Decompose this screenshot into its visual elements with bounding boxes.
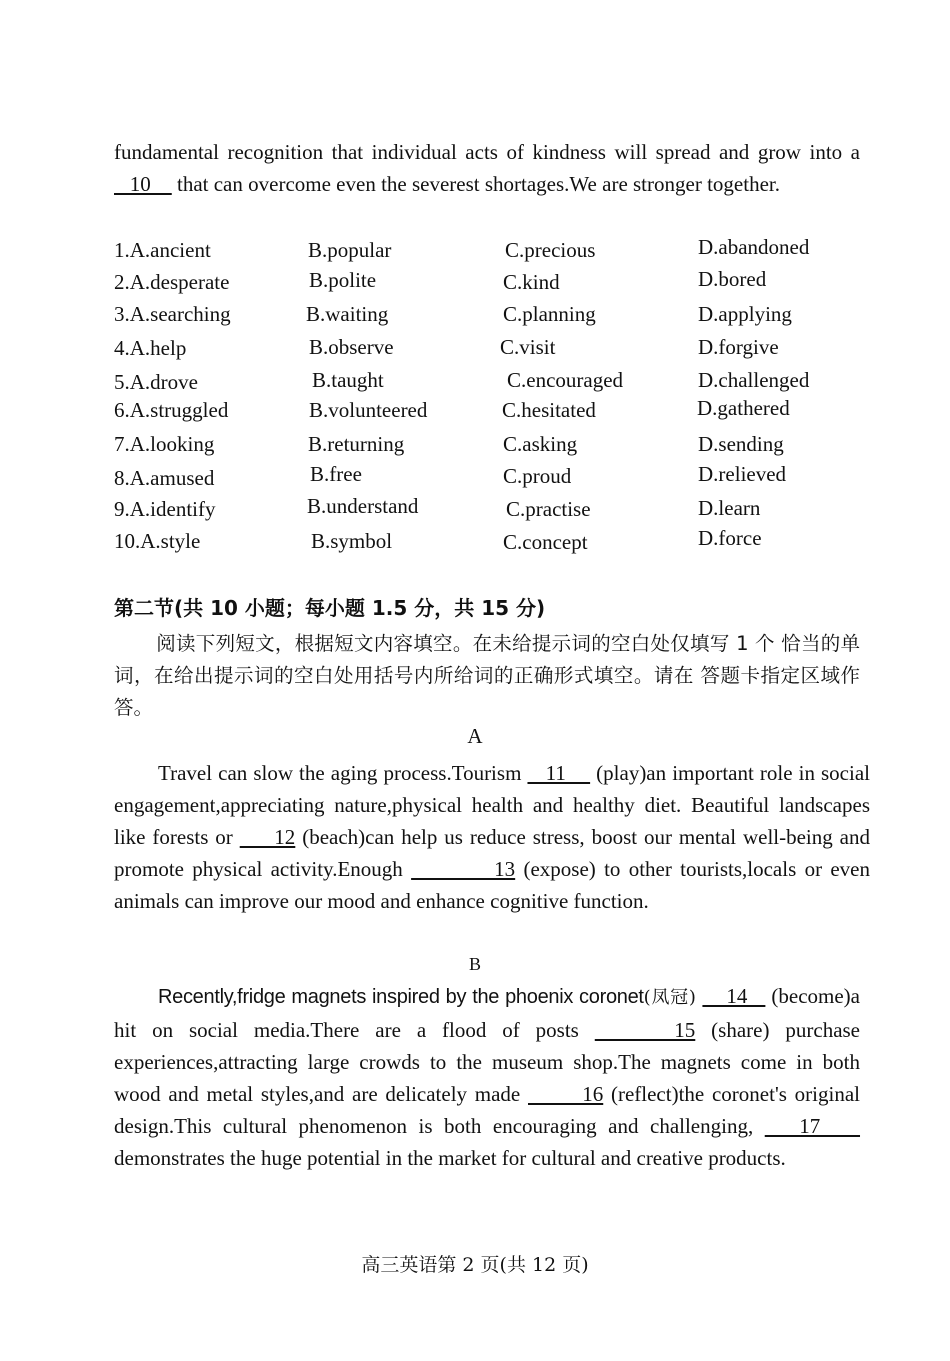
passage-a-text-2: (play)an important role in social engagement,appreciating nature,physical health and healthy diet. Beautiful landscapes like forests or [114, 761, 870, 849]
blank-14: 14 [702, 984, 766, 1008]
passage-a-label: A [467, 724, 483, 748]
option-a: 7.A.looking [114, 432, 215, 456]
option-b: B.returning [308, 432, 405, 456]
option-a: 4.A.help [114, 336, 187, 360]
intro-line1: fundamental recognition that individual acts of kindness will spread and grow [114, 140, 801, 164]
option-c: C.visit [500, 335, 556, 359]
option-b: B.symbol [311, 529, 393, 553]
option-row-4 [114, 334, 854, 368]
blank-13: 13 [411, 857, 516, 881]
option-d: D.force [698, 526, 762, 550]
option-d: D.learn [698, 496, 761, 520]
passage-a-text-3: (beach)can help us reduce stress, boost our mental well-being and promote physical activity.Enough [114, 825, 870, 881]
option-c: C.proud [503, 464, 572, 488]
passage-b-gloss: (凤冠) [643, 987, 703, 1008]
option-d: D.challenged [698, 368, 810, 392]
blank-11: 11 [527, 761, 591, 785]
option-row-1 [114, 235, 854, 270]
options-table [114, 235, 854, 560]
option-b: B.understand [307, 494, 419, 518]
option-d: D.gathered [697, 396, 790, 420]
option-row-2 [114, 267, 854, 302]
passage-b-text-4: (reflect)the coronet's original design.This cultural phenomenon is both encouraging and challenging, [114, 1082, 860, 1138]
blank-12: 12 [239, 825, 296, 849]
option-b: B.observe [309, 335, 394, 359]
intro-paragraph [114, 136, 860, 200]
option-c: C.precious [505, 238, 596, 262]
option-d: D.forgive [698, 335, 779, 359]
option-b: B.polite [309, 268, 377, 292]
section-2-instructions [114, 628, 860, 724]
option-c: C.practise [506, 497, 591, 521]
option-a: 10.A.style [114, 529, 201, 553]
passage-a-text-1: Travel can slow the aging process.Tourism [158, 761, 528, 785]
blank-16: 16 [528, 1082, 604, 1106]
passage-a [114, 757, 870, 917]
option-d: D.relieved [698, 462, 787, 486]
option-c: C.asking [503, 432, 578, 456]
option-c: C.planning [503, 302, 596, 326]
option-d: D.abandoned [698, 235, 810, 259]
option-c: C.encouraged [507, 368, 624, 392]
intro-line2-post: that can overcome even the severest shortages.We are stronger together. [171, 172, 780, 196]
page-footer: 高三英语第 2 页(共 12 页) [361, 1254, 589, 1276]
blank-15: 15 [594, 1018, 696, 1042]
option-d: D.sending [698, 432, 784, 456]
blank-17: 17 [764, 1114, 861, 1138]
option-row-7 [114, 432, 854, 464]
passage-b-text-2: (become)a hit on social media.There are a flood of posts [114, 984, 860, 1042]
option-a: 6.A.struggled [114, 398, 229, 422]
option-a: 3.A.searching [114, 302, 231, 326]
passage-a-text-4: (expose) to other tourists,locals or even animals can improve our mood and enhance cognitive function. [114, 857, 871, 913]
option-b: B.taught [312, 368, 384, 392]
option-row-8 [114, 464, 854, 496]
option-d: D.applying [698, 302, 792, 326]
option-row-10 [114, 528, 854, 560]
blank-10: 10 [114, 172, 172, 196]
option-row-6 [114, 398, 854, 432]
passage-b-text-3: (share) purchase experiences,attracting large crowds to the museum shop.The magnets come in both wood and metal styles,and are delicately made [114, 1018, 861, 1106]
option-b: B.waiting [306, 302, 389, 326]
passage-b-text-5: demonstrates the huge potential in the market for cultural and creative products. [114, 1146, 786, 1170]
option-c: C.concept [503, 530, 588, 554]
option-d: D.bored [698, 267, 767, 291]
option-a: 8.A.amused [114, 466, 215, 490]
instructions-text: 阅读下列短文，根据短文内容填空。在未给提示词的空白处仅填写 1 个 恰当的单词，在给出提示词的空白处用括号内所给词的正确形式填空。请在 答题卡指定区域作答。 [114, 632, 860, 719]
passage-b-text-1: Recently,fridge magnets inspired by the phoenix coronet [158, 986, 644, 1008]
passage-b [114, 980, 860, 1174]
option-b: B.volunteered [309, 398, 428, 422]
intro-line2-pre: into a [809, 140, 861, 164]
section-2-title: 第二节(共 10 小题；每小题 1.5 分，共 15 分) [114, 596, 546, 620]
option-a: 9.A.identify [114, 497, 216, 521]
option-a: 2.A.desperate [114, 270, 230, 294]
option-b: B.free [310, 462, 362, 486]
option-b: B.popular [308, 238, 392, 262]
option-row-9 [114, 496, 854, 528]
option-c: C.kind [503, 270, 560, 294]
option-a: 5.A.drove [114, 370, 198, 394]
option-row-3 [114, 302, 854, 334]
option-c: C.hesitated [502, 398, 596, 422]
passage-b-label: B [468, 954, 481, 974]
option-row-5 [114, 368, 854, 398]
option-a: 1.A.ancient [114, 238, 211, 262]
